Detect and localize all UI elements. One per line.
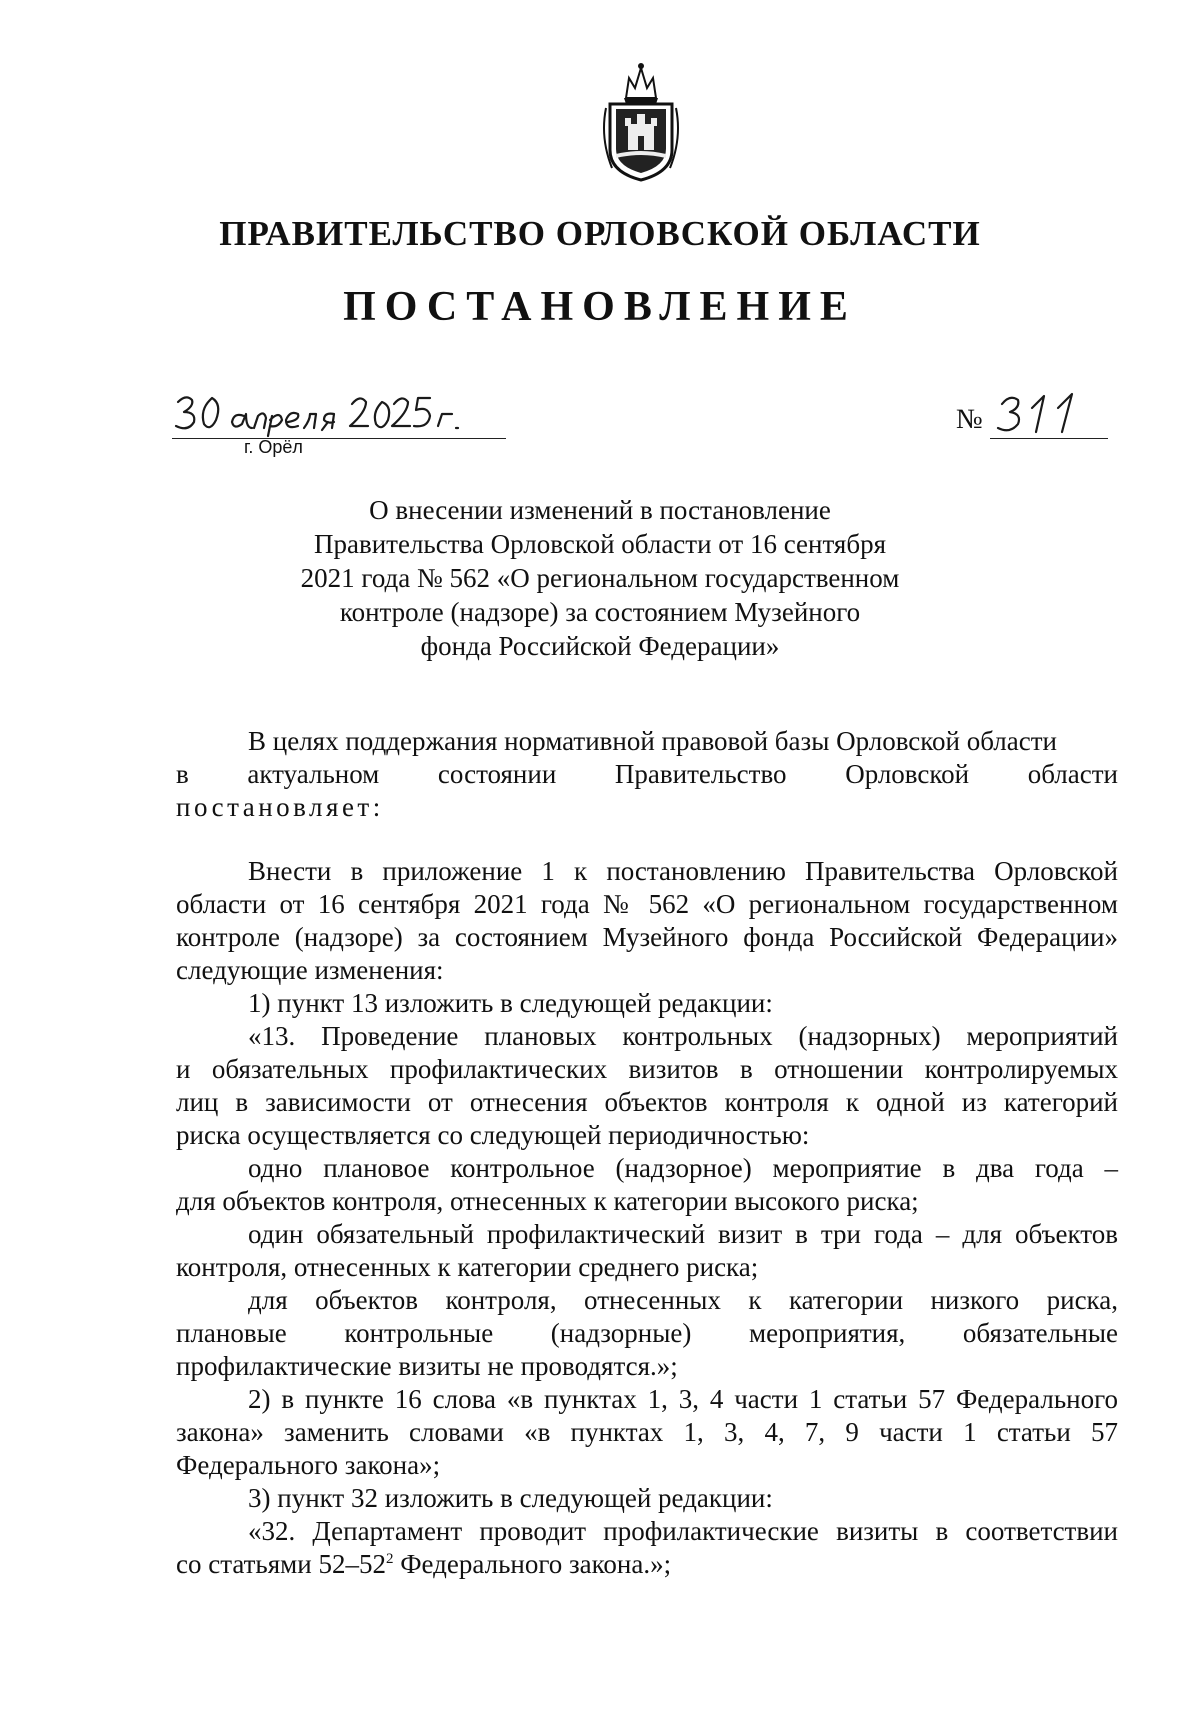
text-fragment: Федерального закона.»; xyxy=(393,1549,672,1579)
superscript: 2 xyxy=(385,1551,394,1567)
text-line: закона» заменить словами «в пунктах 1, 3, 4, 7, 9 части 1 статьи 57 xyxy=(176,1417,1118,1447)
text-line: для объектов контроля, отнесенных к категории низкого риска, xyxy=(248,1285,1118,1315)
text-fragment: со статьями 52–52 xyxy=(176,1549,386,1579)
text-line: и обязательных профилактических визитов в отношении контролируемых xyxy=(176,1054,1118,1084)
city-label: г. Орёл xyxy=(244,437,303,457)
number-label: № xyxy=(956,404,983,435)
text-line: следующие изменения: xyxy=(176,955,444,985)
preamble-paragraph xyxy=(176,725,1118,824)
text-line xyxy=(176,1548,1118,1581)
list-item: 2) в пункте 16 слова «в пунктах 1, 3, 4 части 1 статьи 57 Федерального xyxy=(248,1384,1118,1414)
text-line: лиц в зависимости от отнесения объектов контроля к одной из категорий xyxy=(176,1087,1118,1117)
title-line: 2021 года № 562 «О региональном государственном xyxy=(300,563,900,593)
text-line: для объектов контроля, отнесенных к категории высокого риска; xyxy=(176,1186,919,1216)
title-line: О внесении изменений в постановление xyxy=(369,495,831,525)
text-line: «32. Департамент проводит профилактические визиты в соответствии xyxy=(248,1516,1118,1546)
number-underline xyxy=(990,438,1108,439)
title-line: фонда Российской Федерации» xyxy=(420,631,780,661)
body-text xyxy=(176,855,1118,1581)
title-line: контроле (надзоре) за состоянием Музейного xyxy=(339,597,861,627)
text-line: Внести в приложение 1 к постановлению Правительства Орловской xyxy=(248,856,1118,886)
document-subject-title xyxy=(0,493,1200,663)
coat-of-arms-icon xyxy=(596,58,686,183)
text-line: риска осуществляется со следующей периодичностью: xyxy=(176,1120,810,1150)
text-line: «13. Проведение плановых контрольных (надзорных) мероприятий xyxy=(248,1021,1118,1051)
text-line: В целях поддержания нормативной правовой базы Орловской области xyxy=(248,726,1057,756)
text-line: контроле (надзоре) за состоянием Музейного фонда Российской Федерации» xyxy=(176,922,1118,952)
handwritten-number xyxy=(994,388,1104,438)
organization-title: ПРАВИТЕЛЬСТВО ОРЛОВСКОЙ ОБЛАСТИ xyxy=(219,214,981,253)
title-line: Правительства Орловской области от 16 сентября xyxy=(313,529,886,559)
document-type-title: ПОСТАНОВЛЕНИЕ xyxy=(343,284,857,330)
date-underline xyxy=(172,438,506,439)
text-line: профилактические визиты не проводятся.»; xyxy=(176,1351,678,1381)
text-line: одно плановое контрольное (надзорное) мероприятие в два года – xyxy=(248,1153,1118,1183)
text-line: области от 16 сентября 2021 года № 562 «О региональном государственном xyxy=(176,889,1118,919)
handwritten-date xyxy=(172,390,512,438)
decree-verb: постановляет: xyxy=(176,792,384,822)
text-line: контроля, отнесенных к категории среднего риска; xyxy=(176,1252,759,1282)
text-line: плановые контрольные (надзорные) мероприятия, обязательные xyxy=(176,1318,1118,1348)
list-item: 1) пункт 13 изложить в следующей редакции: xyxy=(248,988,773,1018)
text-line: один обязательный профилактический визит в три года – для объектов xyxy=(248,1219,1118,1249)
text-line: в актуальном состоянии Правительство Орловской области xyxy=(176,759,1118,789)
list-item: 3) пункт 32 изложить в следующей редакции: xyxy=(248,1483,773,1513)
text-line: Федерального закона»; xyxy=(176,1450,441,1480)
